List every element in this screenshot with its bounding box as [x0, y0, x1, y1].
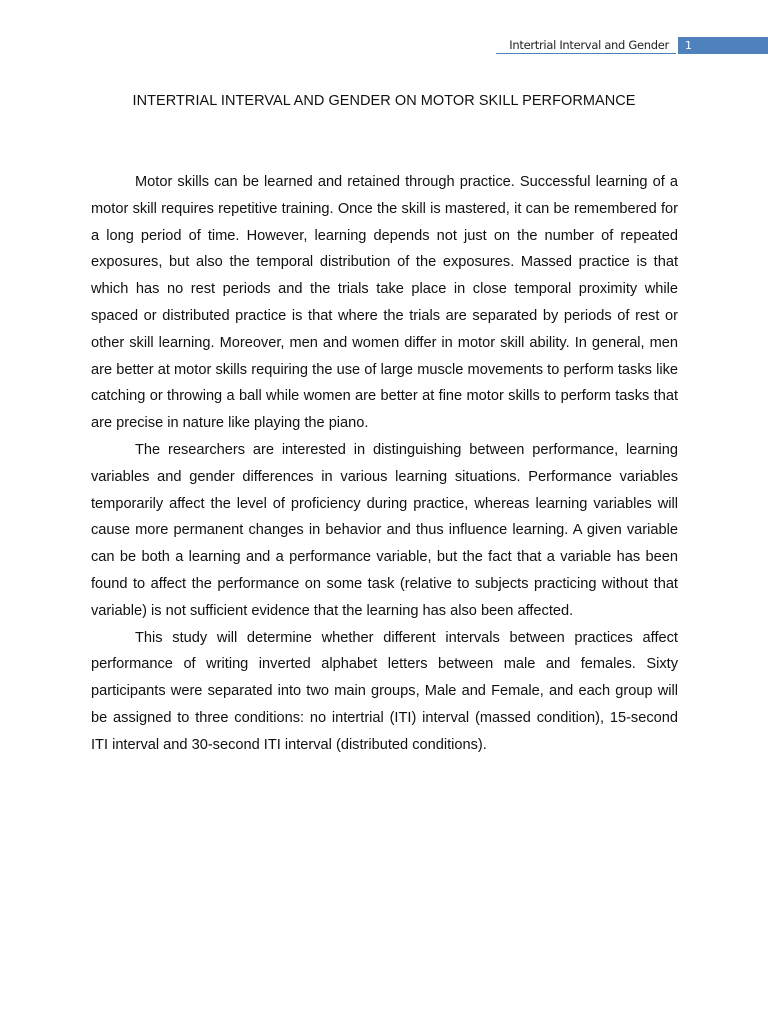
header-rule — [496, 53, 676, 54]
page-number: 1 — [678, 37, 768, 54]
running-header-title: Intertrial Interval and Gender — [509, 38, 669, 52]
body-paragraph: The researchers are interested in distinguishing between performance, learning variables and gender differences in various learning situations. Performance variables temporarily affect the level of proficiency during practice, whereas learning variables will cause more permanent changes in behavior and thus influence learning. A given variable can be both a learning and a performance variable, but the fact that a variable has been found to affect the performance on some task (relative to subjects practicing without that variable) is not sufficient evidence that the learning has also been affected. — [91, 441, 678, 619]
document-title: INTERTRIAL INTERVAL AND GENDER ON MOTOR SKILL PERFORMANCE — [132, 93, 636, 109]
document-body — [91, 169, 678, 759]
running-header — [0, 36, 768, 56]
body-paragraph: This study will determine whether different intervals between practices affect performance of writing inverted alphabet letters between male and females. Sixty participants were separated into two main groups, Male and Female, and each group will be assigned to three conditions: no intertrial (ITI) interval (massed condition), 15-second ITI interval and 30-second ITI interval (distributed conditions). — [91, 629, 678, 753]
body-paragraph: Motor skills can be learned and retained through practice. Successful learning of a motor skill requires repetitive training. Once the skill is mastered, it can be remembered for a long period of time. However, learning depends not just on the number of repeated exposures, but also the temporal distribution of the exposures. Massed practice is that which has no rest periods and the trials take place in close temporal proximity while spaced or distributed practice is that where the trials are separated by periods of rest or other skill learning. Moreover, men and women differ in motor skill ability. In general, men are better at motor skills requiring the use of large muscle movements to perform tasks like catching or throwing a ball while women are better at fine motor skills to perform tasks that are precise in nature like playing the piano. — [91, 174, 678, 432]
